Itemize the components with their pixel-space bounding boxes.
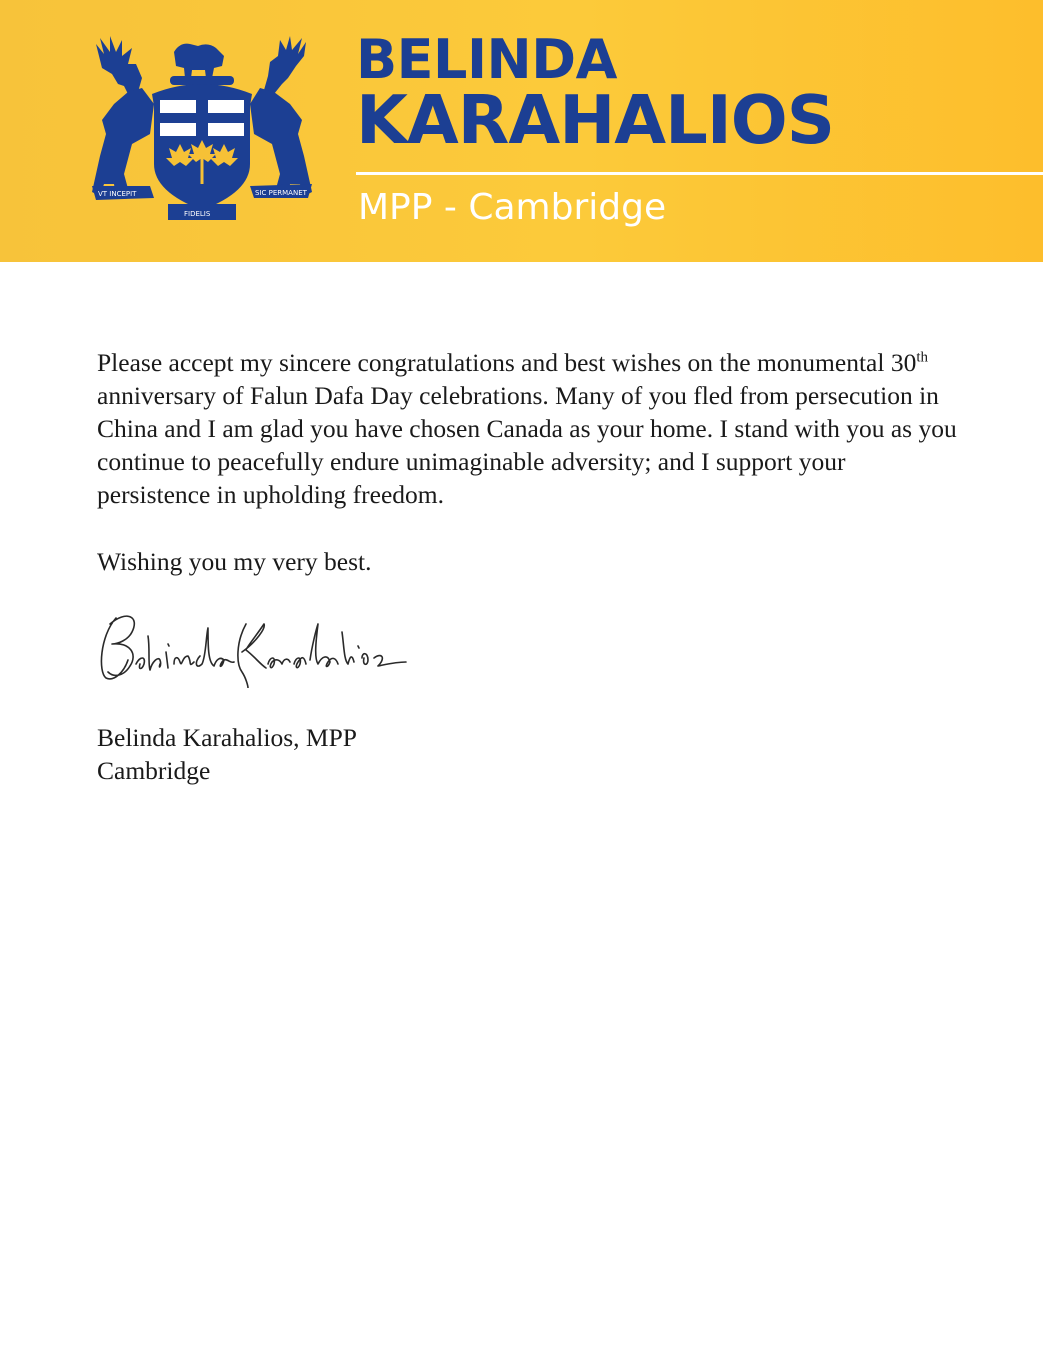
letter-body <box>97 346 957 511</box>
letter-body-part1: Please accept my sincere congratulations and best wishes on the monumental <box>97 348 891 377</box>
mpp-title: MPP - Cambridge <box>358 187 667 228</box>
header-divider <box>356 172 1043 175</box>
ontario-coat-of-arms-icon <box>92 34 312 234</box>
anniversary-number: 30 <box>890 348 917 377</box>
ordinal-suffix: th <box>916 349 928 366</box>
handwritten-signature <box>96 606 408 688</box>
signatory-name: Belinda Karahalios, MPP <box>97 723 357 752</box>
letter-closing: Wishing you my very best. <box>97 547 372 576</box>
crest-motto-left: VT INCEPIT <box>98 190 137 198</box>
mpp-first-name: BELINDA <box>356 28 617 91</box>
letterhead-banner <box>0 0 1043 262</box>
signatory-riding: Cambridge <box>97 756 211 785</box>
crest-motto-right: SIC PERMANET <box>255 189 307 197</box>
crest-motto-center: FIDELIS <box>184 210 211 218</box>
mpp-last-name: KARAHALIOS <box>356 81 834 159</box>
letter-body-part2: anniversary of Falun Dafa Day celebrations. Many of you fled from persecution in China and I am glad you have chosen Canada as your home. I stand with you as you continue to peacefully endure unimaginable adversity; and I support your persistence in upholding freedom. <box>97 381 957 509</box>
